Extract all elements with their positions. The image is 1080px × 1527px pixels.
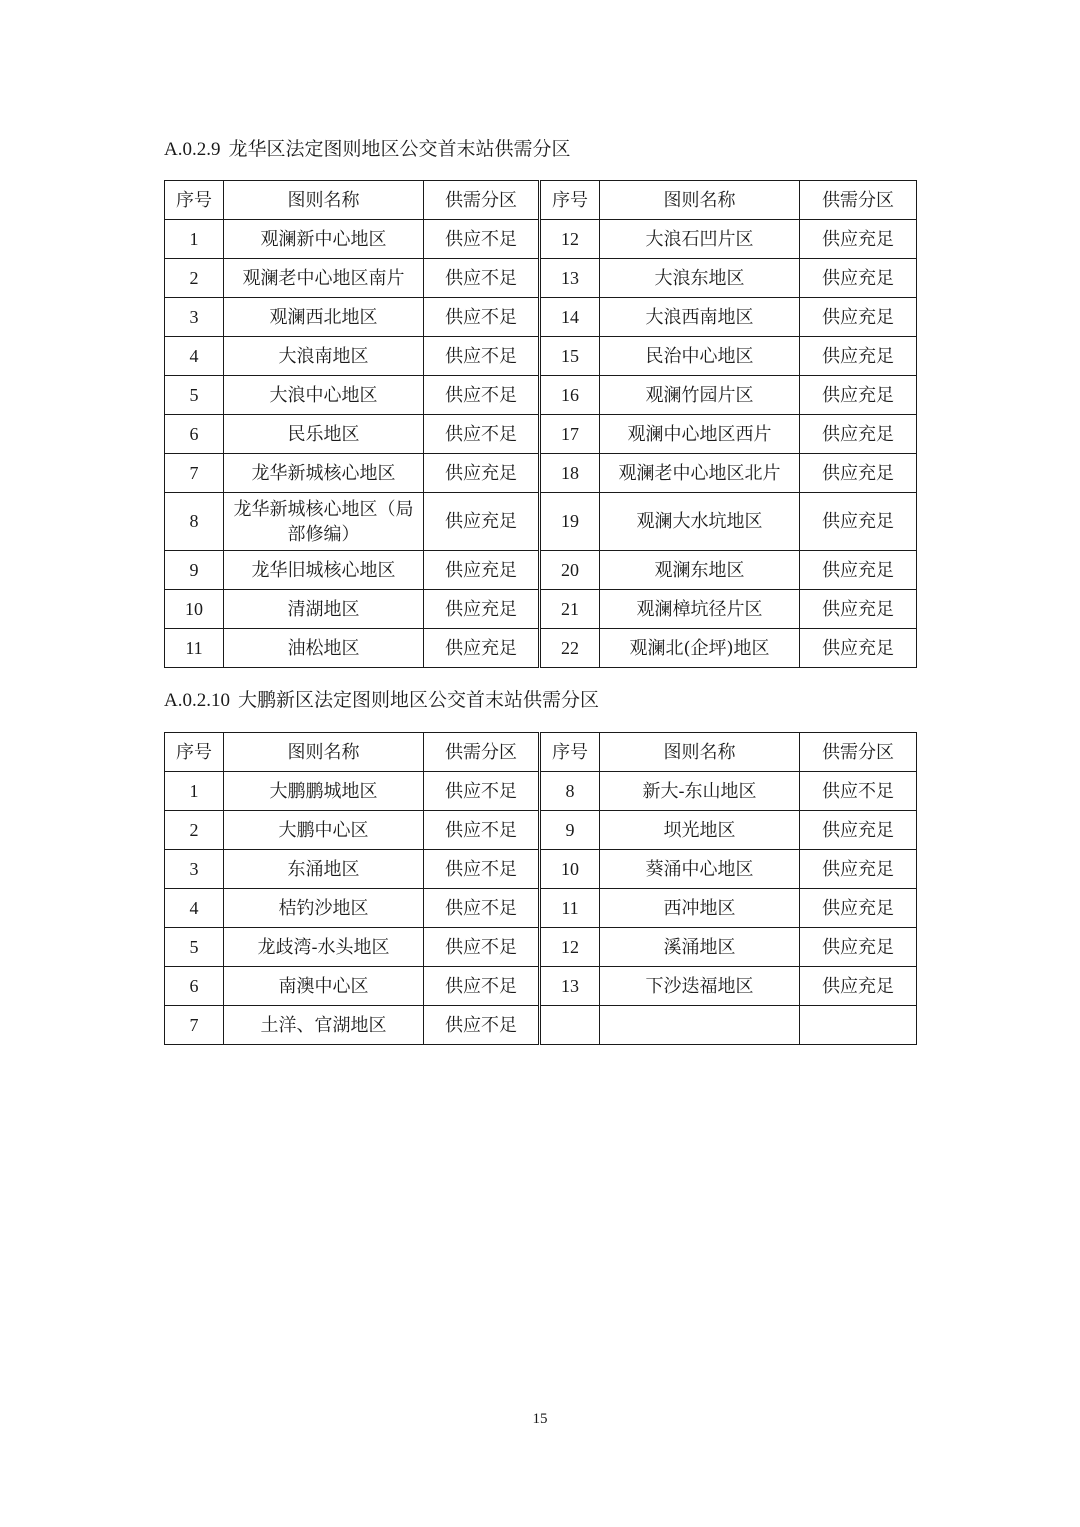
column-header: 序号 bbox=[165, 733, 224, 772]
longhua-supply-demand-table bbox=[164, 180, 917, 668]
index-cell: 16 bbox=[540, 376, 600, 415]
supply-status-cell: 供应不足 bbox=[424, 1006, 540, 1045]
supply-status-cell: 供应充足 bbox=[800, 811, 917, 850]
supply-status-cell: 供应充足 bbox=[800, 376, 917, 415]
plan-name-cell: 土洋、官湖地区 bbox=[224, 1006, 424, 1045]
supply-status-cell: 供应充足 bbox=[800, 493, 917, 551]
plan-name-cell bbox=[600, 1006, 800, 1045]
index-cell: 21 bbox=[540, 590, 600, 629]
plan-name-cell: 观澜樟坑径片区 bbox=[600, 590, 800, 629]
section-title-text: 大鹏新区法定图则地区公交首末站供需分区 bbox=[237, 689, 599, 711]
plan-name-cell: 大鹏中心区 bbox=[224, 811, 424, 850]
table-row bbox=[165, 811, 917, 850]
table-row bbox=[165, 850, 917, 889]
plan-name-cell: 民乐地区 bbox=[224, 415, 424, 454]
index-cell: 10 bbox=[540, 850, 600, 889]
section-title-longhua bbox=[164, 137, 571, 162]
index-cell bbox=[540, 1006, 600, 1045]
plan-name-cell: 观澜中心地区西片 bbox=[600, 415, 800, 454]
index-cell: 1 bbox=[165, 220, 224, 259]
table-header-row bbox=[165, 181, 917, 220]
table-row bbox=[165, 772, 917, 811]
table-row bbox=[165, 590, 917, 629]
supply-status-cell: 供应充足 bbox=[424, 454, 540, 493]
plan-name-cell: 龙华旧城核心地区 bbox=[224, 551, 424, 590]
index-cell: 3 bbox=[165, 298, 224, 337]
index-cell: 3 bbox=[165, 850, 224, 889]
plan-name-cell: 民治中心地区 bbox=[600, 337, 800, 376]
index-cell: 1 bbox=[165, 772, 224, 811]
index-cell: 10 bbox=[165, 590, 224, 629]
column-header: 供需分区 bbox=[424, 733, 540, 772]
index-cell: 2 bbox=[165, 259, 224, 298]
plan-name-cell: 龙华新城核心地区 bbox=[224, 454, 424, 493]
index-cell: 8 bbox=[165, 493, 224, 551]
column-header: 图则名称 bbox=[600, 733, 800, 772]
table-row bbox=[165, 220, 917, 259]
column-header: 供需分区 bbox=[800, 181, 917, 220]
supply-status-cell: 供应充足 bbox=[800, 337, 917, 376]
table-row bbox=[165, 454, 917, 493]
plan-name-cell: 龙华新城核心地区（局部修编） bbox=[224, 493, 424, 551]
plan-name-cell: 南澳中心区 bbox=[224, 967, 424, 1006]
index-cell: 13 bbox=[540, 259, 600, 298]
index-cell: 4 bbox=[165, 337, 224, 376]
index-cell: 9 bbox=[165, 551, 224, 590]
column-header: 序号 bbox=[540, 733, 600, 772]
supply-status-cell: 供应不足 bbox=[424, 259, 540, 298]
plan-name-cell: 大浪南地区 bbox=[224, 337, 424, 376]
index-cell: 6 bbox=[165, 415, 224, 454]
supply-status-cell: 供应不足 bbox=[424, 298, 540, 337]
column-header: 序号 bbox=[540, 181, 600, 220]
index-cell: 8 bbox=[540, 772, 600, 811]
plan-name-cell: 大浪西南地区 bbox=[600, 298, 800, 337]
table-header-row bbox=[165, 733, 917, 772]
supply-status-cell: 供应不足 bbox=[424, 415, 540, 454]
supply-status-cell: 供应不足 bbox=[424, 889, 540, 928]
index-cell: 11 bbox=[540, 889, 600, 928]
index-cell: 5 bbox=[165, 376, 224, 415]
section-title-dapeng bbox=[164, 688, 599, 713]
table-row bbox=[165, 298, 917, 337]
supply-status-cell: 供应充足 bbox=[424, 590, 540, 629]
column-header: 图则名称 bbox=[224, 181, 424, 220]
plan-name-cell: 清湖地区 bbox=[224, 590, 424, 629]
plan-name-cell: 东涌地区 bbox=[224, 850, 424, 889]
supply-status-cell: 供应充足 bbox=[800, 220, 917, 259]
plan-name-cell: 溪涌地区 bbox=[600, 928, 800, 967]
section-title-text: 龙华区法定图则地区公交首末站供需分区 bbox=[228, 138, 571, 160]
dapeng-supply-demand-table bbox=[164, 732, 917, 1045]
index-cell: 12 bbox=[540, 220, 600, 259]
index-cell: 14 bbox=[540, 298, 600, 337]
supply-status-cell: 供应不足 bbox=[424, 337, 540, 376]
column-header: 序号 bbox=[165, 181, 224, 220]
index-cell: 2 bbox=[165, 811, 224, 850]
plan-name-cell: 观澜老中心地区南片 bbox=[224, 259, 424, 298]
column-header: 供需分区 bbox=[800, 733, 917, 772]
supply-status-cell: 供应充足 bbox=[424, 629, 540, 668]
supply-status-cell: 供应充足 bbox=[800, 298, 917, 337]
table-row bbox=[165, 928, 917, 967]
supply-status-cell: 供应不足 bbox=[424, 928, 540, 967]
table-row bbox=[165, 337, 917, 376]
plan-name-cell: 下沙迭福地区 bbox=[600, 967, 800, 1006]
supply-status-cell: 供应充足 bbox=[800, 967, 917, 1006]
supply-status-cell: 供应充足 bbox=[424, 551, 540, 590]
section-code: A.0.2.10 bbox=[164, 690, 230, 711]
index-cell: 12 bbox=[540, 928, 600, 967]
plan-name-cell: 大浪东地区 bbox=[600, 259, 800, 298]
plan-name-cell: 观澜东地区 bbox=[600, 551, 800, 590]
supply-status-cell: 供应充足 bbox=[800, 454, 917, 493]
supply-status-cell bbox=[800, 1006, 917, 1045]
index-cell: 15 bbox=[540, 337, 600, 376]
supply-status-cell: 供应充足 bbox=[800, 629, 917, 668]
table-row bbox=[165, 376, 917, 415]
plan-name-cell: 观澜竹园片区 bbox=[600, 376, 800, 415]
supply-status-cell: 供应不足 bbox=[424, 220, 540, 259]
index-cell: 19 bbox=[540, 493, 600, 551]
plan-name-cell: 葵涌中心地区 bbox=[600, 850, 800, 889]
plan-name-cell: 大鹏鹏城地区 bbox=[224, 772, 424, 811]
table-row bbox=[165, 629, 917, 668]
table-row bbox=[165, 967, 917, 1006]
supply-status-cell: 供应不足 bbox=[424, 850, 540, 889]
supply-status-cell: 供应充足 bbox=[800, 415, 917, 454]
plan-name-cell: 大浪石凹片区 bbox=[600, 220, 800, 259]
table-row bbox=[165, 259, 917, 298]
section-code: A.0.2.9 bbox=[164, 139, 221, 160]
plan-name-cell: 西冲地区 bbox=[600, 889, 800, 928]
index-cell: 22 bbox=[540, 629, 600, 668]
plan-name-cell: 观澜新中心地区 bbox=[224, 220, 424, 259]
supply-status-cell: 供应充足 bbox=[800, 551, 917, 590]
table-row bbox=[165, 889, 917, 928]
index-cell: 5 bbox=[165, 928, 224, 967]
supply-status-cell: 供应不足 bbox=[800, 772, 917, 811]
plan-name-cell: 坝光地区 bbox=[600, 811, 800, 850]
supply-status-cell: 供应不足 bbox=[424, 811, 540, 850]
plan-name-cell: 龙歧湾-水头地区 bbox=[224, 928, 424, 967]
supply-status-cell: 供应不足 bbox=[424, 376, 540, 415]
index-cell: 13 bbox=[540, 967, 600, 1006]
column-header: 图则名称 bbox=[224, 733, 424, 772]
supply-status-cell: 供应充足 bbox=[424, 493, 540, 551]
index-cell: 4 bbox=[165, 889, 224, 928]
supply-status-cell: 供应不足 bbox=[424, 772, 540, 811]
column-header: 图则名称 bbox=[600, 181, 800, 220]
table-row bbox=[165, 551, 917, 590]
page-number: 15 bbox=[532, 1411, 548, 1427]
supply-status-cell: 供应充足 bbox=[800, 850, 917, 889]
supply-status-cell: 供应充足 bbox=[800, 928, 917, 967]
plan-name-cell: 观澜北(企坪)地区 bbox=[600, 629, 800, 668]
index-cell: 17 bbox=[540, 415, 600, 454]
table-row bbox=[165, 1006, 917, 1045]
plan-name-cell: 油松地区 bbox=[224, 629, 424, 668]
index-cell: 18 bbox=[540, 454, 600, 493]
plan-name-cell: 观澜老中心地区北片 bbox=[600, 454, 800, 493]
index-cell: 7 bbox=[165, 454, 224, 493]
plan-name-cell: 大浪中心地区 bbox=[224, 376, 424, 415]
plan-name-cell: 观澜大水坑地区 bbox=[600, 493, 800, 551]
index-cell: 11 bbox=[165, 629, 224, 668]
table-row bbox=[165, 493, 917, 551]
supply-status-cell: 供应充足 bbox=[800, 889, 917, 928]
index-cell: 6 bbox=[165, 967, 224, 1006]
plan-name-cell: 桔钓沙地区 bbox=[224, 889, 424, 928]
supply-status-cell: 供应充足 bbox=[800, 259, 917, 298]
plan-name-cell: 新大-东山地区 bbox=[600, 772, 800, 811]
index-cell: 7 bbox=[165, 1006, 224, 1045]
column-header: 供需分区 bbox=[424, 181, 540, 220]
index-cell: 20 bbox=[540, 551, 600, 590]
table-row bbox=[165, 415, 917, 454]
index-cell: 9 bbox=[540, 811, 600, 850]
supply-status-cell: 供应充足 bbox=[800, 590, 917, 629]
plan-name-cell: 观澜西北地区 bbox=[224, 298, 424, 337]
supply-status-cell: 供应不足 bbox=[424, 967, 540, 1006]
